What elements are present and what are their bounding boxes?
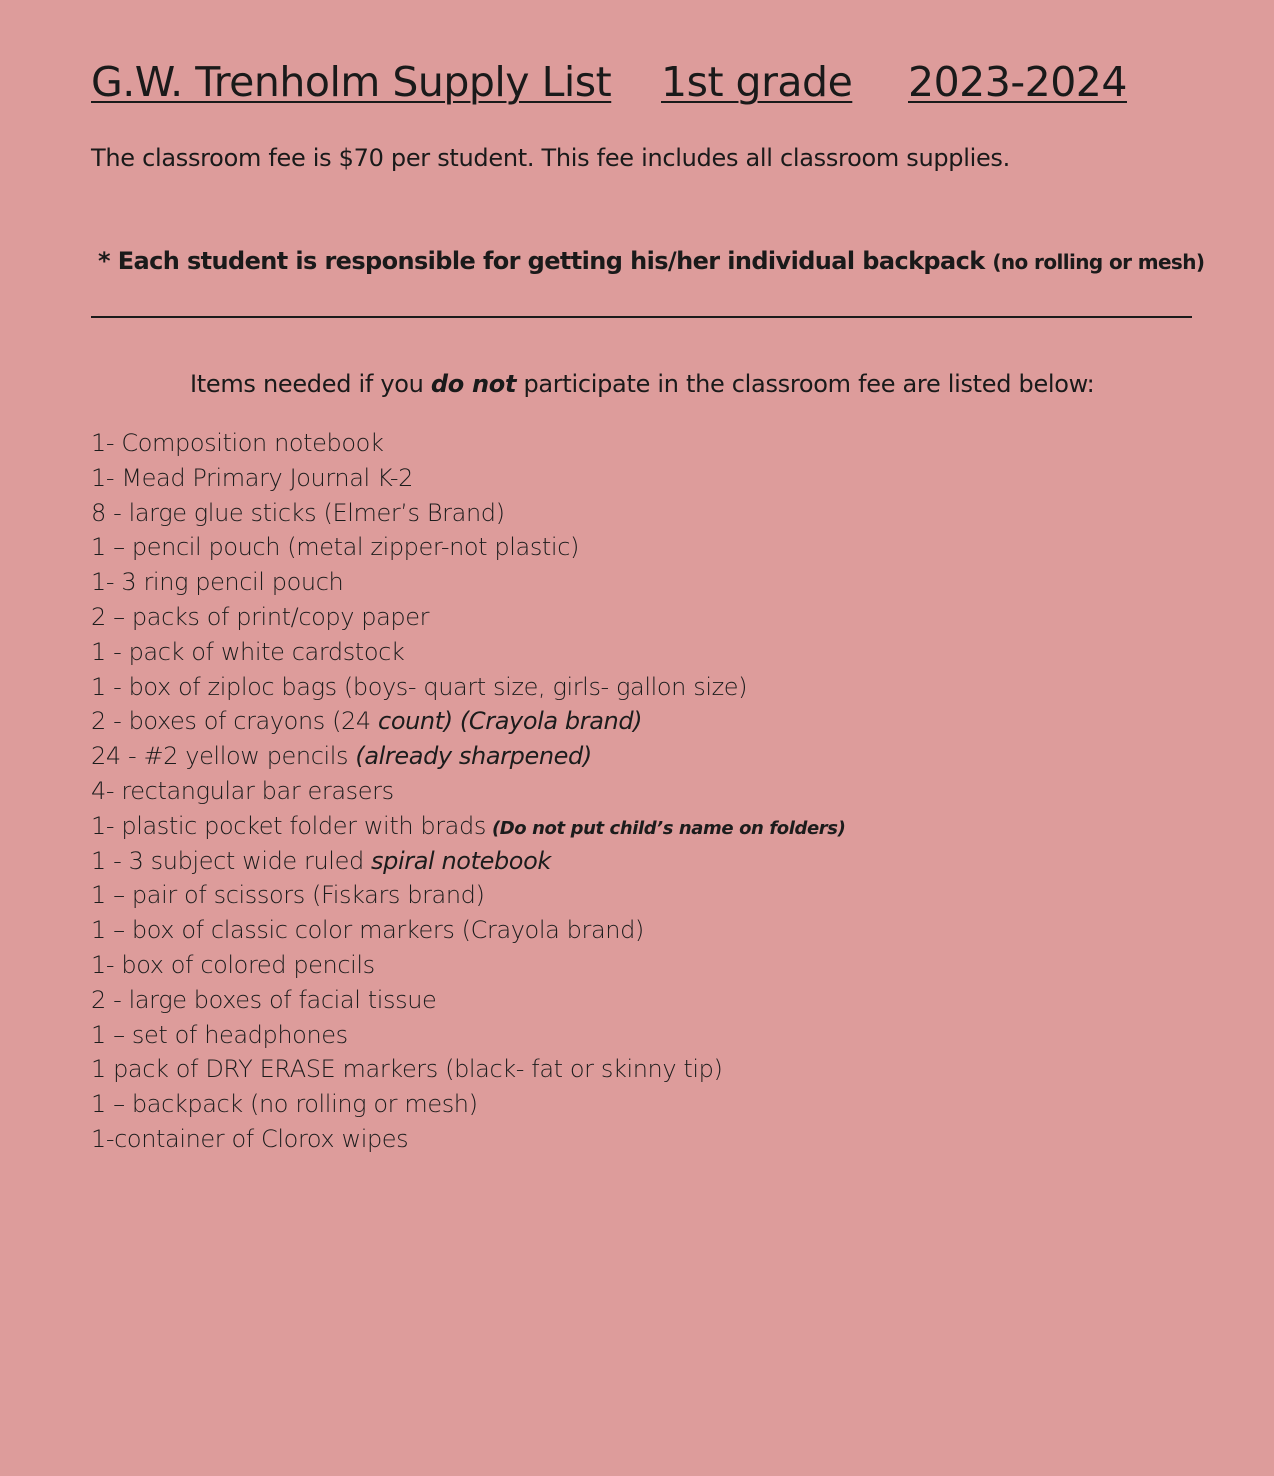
list-item: 1- Composition notebook [91, 429, 384, 457]
folder-note: (Do not put child’s name on folders) [491, 817, 846, 839]
intro-after: participate in the classroom fee are listed below: [516, 370, 1095, 398]
list-item: 1 – pencil pouch (metal zipper-not plastic) [91, 533, 579, 562]
list-item: 1 – backpack (no rolling or mesh) [91, 1090, 478, 1119]
list-item: 1- Mead Primary Journal K-2 [91, 463, 413, 492]
list-item: 1- 3 ring pencil pouch [91, 568, 344, 597]
list-item: 1 – pair of scissors (Fiskars brand) [91, 881, 485, 910]
backpack-notice-small: (no rolling or mesh) [992, 250, 1205, 274]
list-item: 8 - large glue sticks (Elmer’s Brand) [91, 498, 505, 527]
list-item: 1- box of colored pencils [91, 950, 375, 979]
list-item: 1 - box of ziploc bags (boys- quart size, girls- gallon size) [91, 672, 748, 701]
grade-title: 1st grade [661, 58, 853, 106]
list-item: 1 – set of headphones [91, 1020, 348, 1049]
list-item: 2 - large boxes of facial tissue [91, 985, 437, 1014]
intro-emphasis: do not [430, 370, 517, 398]
list-item: 1 pack of DRY ERASE markers (black- fat or skinny tip) [91, 1055, 723, 1084]
backpack-notice [98, 247, 1204, 275]
list-item: 1- plastic pocket folder with brads (Do not put child’s name on folders) [91, 811, 846, 840]
list-item: 2 - boxes of crayons (24 count) (Crayola brand) [91, 707, 643, 736]
items-intro [190, 370, 1094, 398]
list-item: 4- rectangular bar erasers [91, 776, 394, 805]
list-item: 1 – box of classic color markers (Crayola brand) [91, 916, 644, 945]
supply-items-list [91, 426, 845, 1157]
school-title: G.W. Trenholm Supply List [91, 58, 612, 106]
list-item: 24 - #2 yellow pencils (already sharpened) [91, 742, 592, 771]
list-item: 1-container of Clorox wipes [91, 1124, 409, 1153]
divider-line [91, 316, 1192, 318]
classroom-fee-text: The classroom fee is $70 per student. This fee includes all classroom supplies. [91, 144, 1010, 172]
list-item: 2 – packs of print/copy paper [91, 602, 430, 631]
list-item: 1 - pack of white cardstock [91, 637, 405, 666]
intro-before: Items needed if you [190, 370, 431, 398]
title-row [91, 58, 1191, 114]
list-item: 1 - 3 subject wide ruled spiral notebook [91, 846, 551, 875]
year-title: 2023-2024 [908, 58, 1127, 106]
backpack-notice-main: * Each student is responsible for getting his/her individual backpack [98, 247, 985, 275]
